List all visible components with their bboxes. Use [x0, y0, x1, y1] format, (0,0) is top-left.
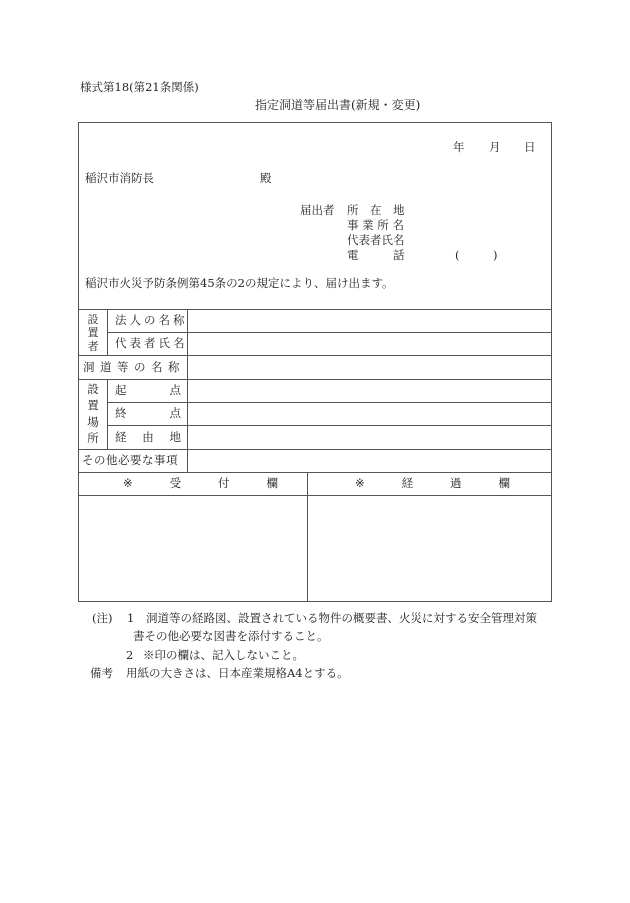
phone-paren-close: )	[493, 248, 498, 262]
note-1-line-1: 洞道等の経路図、設置されている物件の概要書、火災に対する安全管理対策	[146, 611, 537, 625]
corporation-name-label: 法人の名称	[115, 313, 188, 328]
label-char: 場	[87, 414, 99, 429]
label-char: 欄	[266, 476, 278, 491]
applicant-office-label: 事 業 所 名	[347, 218, 404, 232]
label-char: 起	[115, 383, 127, 398]
divider	[307, 472, 308, 601]
label-char: 者	[87, 339, 99, 353]
label-char: 欄	[498, 476, 510, 491]
representative-name-label: 代表者氏名	[115, 336, 188, 351]
via-point-label	[115, 426, 181, 449]
label-char: ※	[355, 476, 365, 491]
label-char: 地	[169, 429, 181, 444]
label-char: 終	[115, 406, 127, 421]
note-2-number: 2	[126, 648, 134, 662]
other-items-label: その他必要な事項	[82, 453, 178, 468]
notes-label: (注)	[92, 611, 113, 625]
divider	[107, 309, 108, 355]
applicant-label: 届出者	[300, 203, 335, 217]
label-char: 経	[401, 476, 414, 491]
tunnel-name-label: 洞道等の名称	[83, 359, 185, 374]
label-char: 設	[87, 313, 99, 327]
page-title: 指定洞道等届出書(新規・変更)	[255, 98, 421, 112]
label-char: 点	[169, 383, 181, 398]
applicant-phone-label: 電 話	[347, 248, 405, 262]
label-char: 過	[450, 476, 462, 491]
note-2: ※印の欄は、記入しないこと。	[143, 648, 304, 662]
applicant-address-label: 所 在 地	[347, 203, 405, 217]
remarks-label: 備考	[90, 666, 113, 680]
divider	[107, 379, 108, 449]
label-char: 所	[87, 431, 99, 445]
statement: 稲沢市火災予防条例第45条の2の規定により、届け出ます。	[85, 276, 394, 290]
form-number: 様式第18(第21条関係)	[80, 80, 199, 94]
remarks: 用紙の大きさは、日本産業規格A4とする。	[126, 666, 349, 680]
label-char: 経	[115, 429, 127, 444]
date-year: 年	[453, 140, 465, 154]
date-month: 月	[489, 140, 501, 154]
location-group-label	[79, 381, 107, 447]
form-table	[78, 122, 552, 602]
applicant-representative-label: 代表者氏名	[347, 233, 405, 247]
addressee: 稲沢市消防長	[85, 171, 154, 185]
progress-column-header	[355, 473, 510, 495]
label-char: 置	[87, 326, 99, 340]
label-char: 付	[218, 476, 230, 491]
date-day: 日	[524, 140, 536, 154]
label-char: 由	[142, 429, 154, 444]
start-point-label	[115, 380, 181, 402]
reception-column-header	[123, 473, 278, 495]
end-point-label	[115, 403, 181, 425]
installer-group-label	[79, 313, 107, 353]
label-char: ※	[123, 476, 133, 491]
label-char: 点	[169, 406, 181, 421]
divider	[79, 495, 551, 496]
honorific: 殿	[260, 171, 272, 185]
label-char: 置	[87, 398, 99, 412]
label-char: 受	[169, 476, 182, 491]
phone-paren-open: (	[455, 248, 460, 262]
note-1-number: 1	[127, 611, 135, 625]
label-char: 設	[87, 381, 99, 396]
note-1-line-2: 書その他必要な図書を添付すること。	[133, 629, 329, 643]
